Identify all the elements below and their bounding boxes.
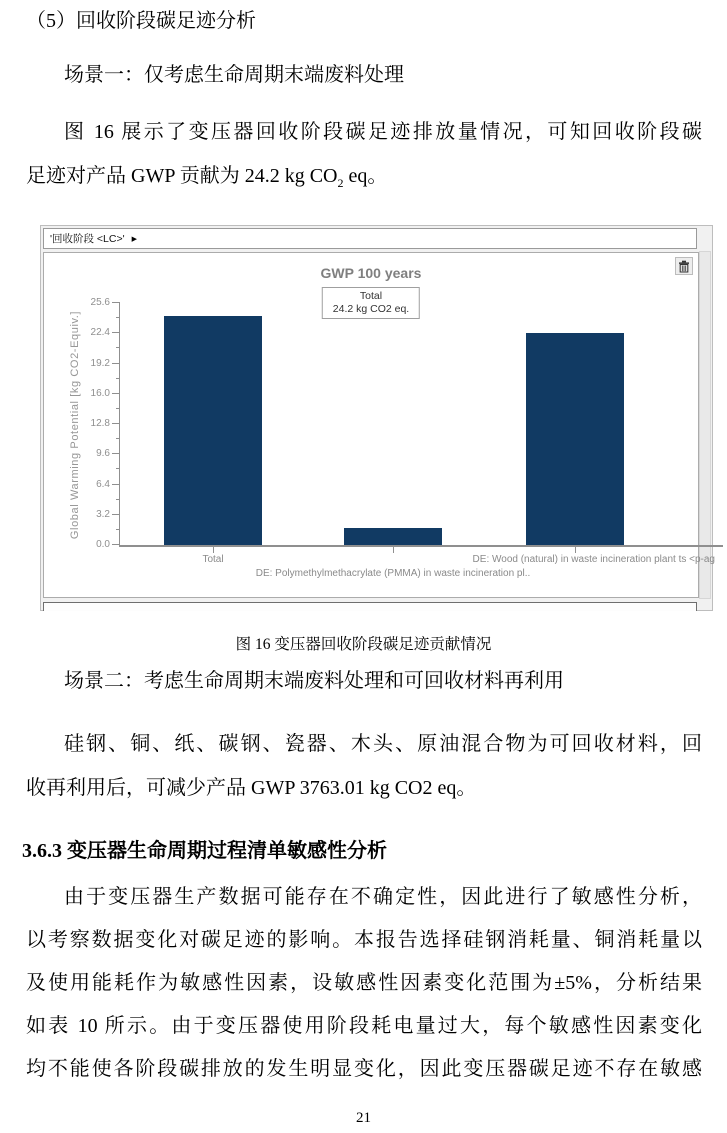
y-tick-label: 6.4 bbox=[96, 478, 110, 490]
co2-subscript: 2 bbox=[337, 176, 344, 190]
y-tick-mark bbox=[112, 514, 120, 515]
gabi-chart-window bbox=[40, 225, 713, 611]
x-tick bbox=[213, 547, 214, 553]
chart-panel bbox=[43, 252, 715, 598]
y-tick-label: 9.6 bbox=[96, 448, 110, 460]
y-tick-label: 0.0 bbox=[96, 539, 110, 550]
y-tick-mark bbox=[112, 544, 120, 545]
x-tick bbox=[575, 547, 576, 553]
y-tick-mark bbox=[112, 393, 120, 394]
bar-total bbox=[164, 316, 262, 545]
section-heading: （5）回收阶段碳足迹分析 bbox=[26, 10, 256, 32]
y-minor-tick-mark bbox=[116, 438, 120, 439]
y-tick-mark bbox=[112, 363, 120, 364]
para3-line1: 由于变压器生产数据可能存在不确定性，因此进行了敏感性分析， bbox=[64, 886, 702, 908]
scenario1-line: 场景一：仅考虑生命周期末端废料处理 bbox=[64, 64, 404, 86]
page-number: 21 bbox=[356, 1110, 371, 1126]
x-label-total: Total bbox=[202, 554, 224, 565]
para3-line2: 以考察数据变化对碳足迹的影响。本报告选择硅钢消耗量、铜消耗量以 bbox=[26, 929, 702, 951]
x-label-wood: DE: Wood (natural) in waste incineration plant ts <p-ag bbox=[472, 554, 715, 565]
para2-line1: 硅钢、铜、纸、碳钢、瓷器、木头、原油混合物为可回收材料，回 bbox=[64, 733, 702, 755]
y-tick-label: 3.2 bbox=[96, 508, 110, 520]
y-minor-tick-mark bbox=[116, 468, 120, 469]
y-minor-tick-mark bbox=[116, 347, 120, 348]
y-minor-tick-mark bbox=[116, 408, 120, 409]
para3-line4: 如表 10 所示。由于变压器使用阶段耗电量过大，每个敏感性因素变化 bbox=[26, 1015, 702, 1037]
gabi-tab-bar[interactable] bbox=[43, 228, 697, 249]
y-tick-mark bbox=[112, 423, 120, 424]
subsection-heading: 3.6.3 变压器生命周期过程清单敏感性分析 bbox=[22, 840, 387, 862]
scenario2-line: 场景二：考虑生命周期末端废料处理和可回收材料再利用 bbox=[64, 670, 564, 692]
bar-pmma bbox=[344, 528, 442, 545]
para2-line2: 收再利用后，可减少产品 GWP 3763.01 kg CO2 eq。 bbox=[26, 777, 477, 799]
bar-wood bbox=[526, 333, 624, 545]
para1-line2-suffix: eq。 bbox=[343, 165, 388, 187]
y-tick-label: 25.6 bbox=[90, 297, 110, 308]
y-minor-tick-mark bbox=[116, 529, 120, 530]
y-axis-title: Global Warming Potential [kg CO2-Equiv.] bbox=[69, 310, 81, 540]
collapsed-panel-strip bbox=[43, 602, 697, 611]
y-tick-mark bbox=[112, 332, 120, 333]
y-minor-tick-mark bbox=[116, 317, 120, 318]
chart-title: GWP 100 years bbox=[320, 265, 422, 281]
x-tick bbox=[393, 547, 394, 553]
y-tick-label: 19.2 bbox=[90, 357, 110, 369]
y-minor-tick-mark bbox=[116, 499, 120, 500]
total-annotation-line2: 24.2 kg CO2 eq. bbox=[332, 303, 410, 315]
para1-line2-prefix: 足迹对产品 GWP 贡献为 24.2 kg CO bbox=[26, 165, 338, 187]
gabi-tab-label: '回收阶段 <LC>' bbox=[50, 233, 125, 245]
y-tick-label: 22.4 bbox=[90, 327, 110, 339]
x-label-pmma: DE: Polymethylmethacrylate (PMMA) in waste incineration pl.. bbox=[255, 568, 531, 579]
para3-line3: 及使用能耗作为敏感性因素，设敏感性因素变化范围为±5%，分析结果 bbox=[26, 972, 702, 994]
y-tick-mark bbox=[112, 453, 120, 454]
total-annotation-line1: Total bbox=[359, 290, 383, 302]
y-tick-mark bbox=[112, 302, 120, 303]
figure-caption: 图 16 变压器回收阶段碳足迹贡献情况 bbox=[235, 636, 492, 653]
y-minor-tick-mark bbox=[116, 378, 120, 379]
para1-line2 bbox=[26, 163, 702, 196]
para3-line5: 均不能使各阶段碳排放的发生明显变化，因此变压器碳足迹不存在敏感 bbox=[26, 1058, 702, 1080]
para1-line1: 图 16 展示了变压器回收阶段碳足迹排放量情况，可知回收阶段碳 bbox=[64, 121, 702, 143]
y-tick-label: 16.0 bbox=[90, 387, 110, 399]
y-tick-label: 12.8 bbox=[90, 418, 110, 429]
y-tick-mark bbox=[112, 484, 120, 485]
chevron-right-icon: ▶ bbox=[131, 235, 138, 243]
plot-area bbox=[90, 297, 715, 579]
x-axis-line bbox=[119, 545, 723, 547]
